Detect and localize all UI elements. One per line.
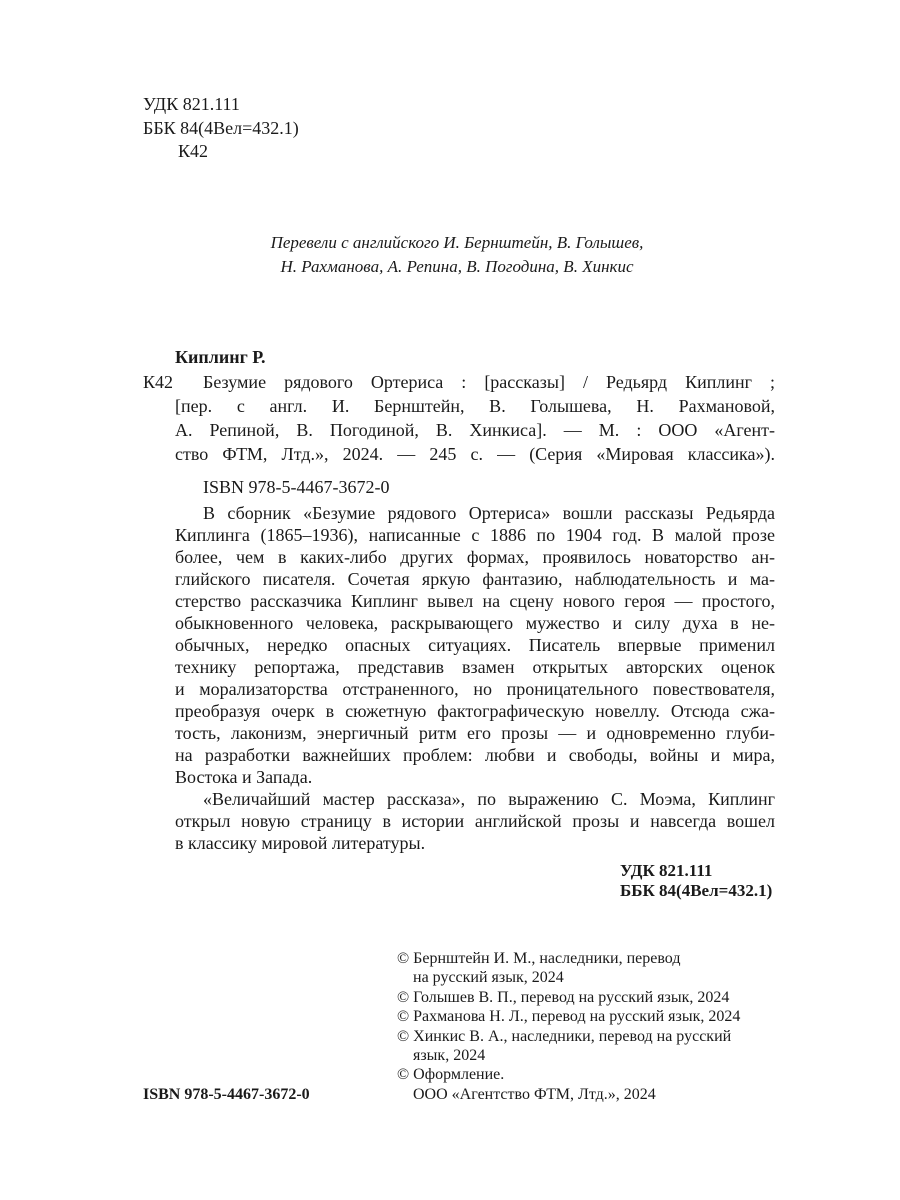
annotation-line: обыкновенного человека, раскрывающего мужество и силу духа в не-	[175, 613, 775, 633]
bottom-isbn: ISBN 978-5-4467-3672-0	[143, 1086, 310, 1103]
annotation-line: технику репортажа, представив взамен открытых авторских оценок	[175, 657, 775, 677]
catalog-isbn: ISBN 978-5-4467-3672-0	[203, 477, 390, 497]
author-mark: К42	[178, 141, 209, 161]
annotation-line: в классику мировой литературы.	[175, 833, 426, 853]
classification-bbk: ББК 84(4Вел=432.1)	[620, 881, 773, 900]
udk-code: УДК 821.111	[143, 94, 240, 114]
copyright-line: © Хинкис В. А., наследники, перевод на русский	[397, 1027, 732, 1045]
catalog-mark: К42	[143, 372, 174, 392]
copyright-line: © Оформление.	[397, 1066, 505, 1084]
catalog-author: Киплинг Р.	[175, 347, 266, 367]
annotation-line: стерство рассказчика Киплинг вывел на сцену нового героя — простого,	[175, 591, 775, 611]
copyright-line: язык, 2024	[413, 1047, 486, 1065]
annotation-line: «Величайший мастер рассказа», по выражению С. Моэма, Киплинг	[203, 789, 775, 809]
translators-line: Н. Рахманова, А. Репина, В. Погодина, В. Хинкис	[280, 257, 634, 276]
catalog-line: [пер. с англ. И. Бернштейн, В. Голышева, Н. Рахмановой,	[175, 396, 775, 416]
annotation-line: В сборник «Безумие рядового Ортериса» вошли рассказы Редьярда	[203, 503, 775, 523]
annotation-line: глийского писателя. Сочетая яркую фантазию, наблюдательность и ма-	[175, 569, 775, 589]
annotation-line: и морализаторства отстраненного, но проницательного повествователя,	[175, 679, 775, 699]
annotation-line: Востока и Запада.	[175, 767, 313, 787]
annotation-line: открыл новую страницу в истории английской прозы и навсегда вошел	[175, 811, 775, 831]
annotation-line: преобразуя очерк в сюжетную фактографическую новеллу. Отсюда сжа-	[175, 701, 775, 721]
copyright-line: на русский язык, 2024	[413, 969, 564, 987]
annotation-line: более, чем в каких-либо других формах, проявилось новаторство ан-	[175, 547, 775, 567]
annotation-line: обычных, нередко опасных ситуациях. Писатель впервые применил	[175, 635, 775, 655]
annotation-line: на разработки важнейших проблем: любви и свободы, войны и мира,	[175, 745, 775, 765]
copyright-block	[397, 949, 740, 1104]
translators-line: Перевели с английского И. Бернштейн, В. Голышев,	[270, 233, 644, 252]
copyright-line: ООО «Агентство ФТМ, Лтд.», 2024	[413, 1085, 656, 1103]
classification-udk: УДК 821.111	[620, 861, 713, 880]
copyright-line: © Бернштейн И. М., наследники, перевод	[397, 950, 681, 967]
copyright-line: © Рахманова Н. Л., перевод на русский язык, 2024	[397, 1008, 741, 1026]
annotation-line: тость, лаконизм, энергичный ритм его прозы — и одновременно глуби-	[175, 723, 775, 743]
copyright-line: © Голышев В. П., перевод на русский язык, 2024	[397, 988, 730, 1006]
translators-note	[240, 231, 674, 279]
bbk-code: ББК 84(4Вел=432.1)	[143, 118, 299, 138]
annotation-line: Киплинга (1865–1936), написанные с 1886 по 1904 год. В малой прозе	[175, 525, 775, 545]
catalog-line: Безумие рядового Ортериса : [рассказы] / Редьярд Киплинг ;	[203, 372, 775, 392]
catalog-line: А. Репиной, В. Погодиной, В. Хинкиса]. — М. : ООО «Агент-	[175, 420, 775, 440]
catalog-line: ство ФТМ, Лтд.», 2024. — 245 с. — (Серия «Мировая классика»).	[175, 444, 775, 464]
